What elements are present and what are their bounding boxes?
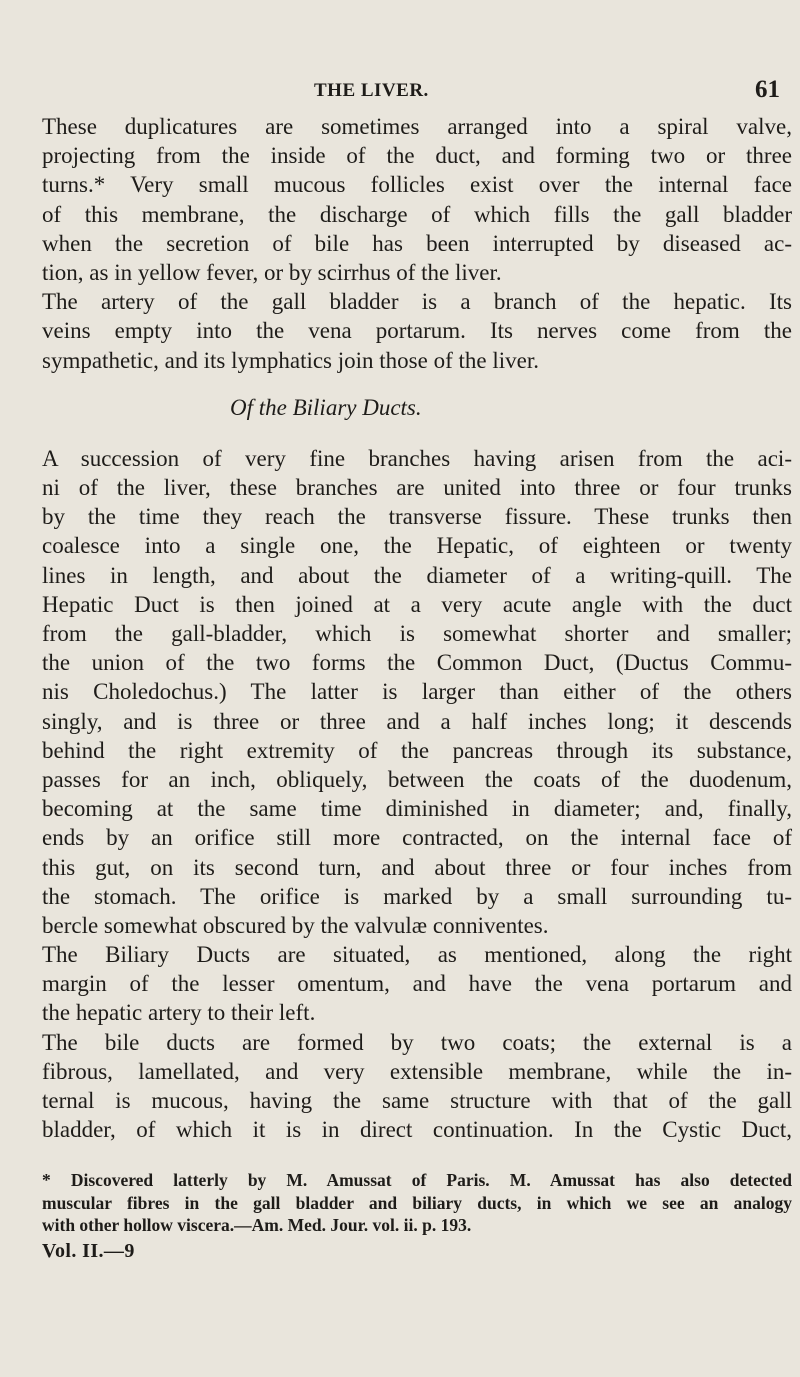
- text-line: from the gall-bladder, which is somewhat shorter and smaller;: [42, 621, 792, 646]
- text-line: when the secretion of bile has been interrupted by diseased ac-: [42, 230, 792, 256]
- text-line: the hepatic artery to their left.: [42, 1000, 316, 1026]
- text-line: the stomach. The orifice is marked by a small surrounding tu-: [42, 883, 792, 909]
- text-line: of this membrane, the discharge of which fills the gall bladder: [42, 201, 792, 227]
- text-line: coalesce into a single one, the Hepatic, of eighteen or twenty: [42, 533, 792, 559]
- page-number: 61: [755, 76, 780, 103]
- text-line: bercle somewhat obscured by the valvulæ conniventes.: [42, 912, 549, 938]
- running-title: THE LIVER.: [314, 80, 429, 101]
- text-line: by the time they reach the transverse fissure. These trunks then: [42, 504, 792, 530]
- text-line: sympathetic, and its lymphatics join those of the liver.: [42, 347, 539, 373]
- text-line: tion, as in yellow fever, or by scirrhus of the liver.: [42, 259, 502, 285]
- section-heading: Of the Biliary Ducts.: [230, 394, 422, 420]
- text-line: behind the right extremity of the pancreas through its substance,: [42, 737, 792, 763]
- paragraph-coats: [42, 1028, 792, 1145]
- text-line: nis Choledochus.) The latter is larger than either of the others: [42, 679, 792, 705]
- footnote-line: muscular fibres in the gall bladder and biliary ducts, in which we see an analogy: [42, 1192, 792, 1213]
- text-line: veins empty into the vena portarum. Its nerves come from the: [42, 318, 792, 344]
- signature-mark: Vol. II.—9: [42, 1239, 135, 1262]
- text-line: The Biliary Ducts are situated, as mentioned, along the right: [42, 942, 792, 968]
- text-line: ternal is mucous, having the same structure with that of the gall: [42, 1088, 792, 1113]
- text-line: the union of the two forms the Common Duct, (Ductus Commu-: [42, 650, 792, 676]
- text-line: this gut, on its second turn, and about three or four inches from: [42, 854, 792, 880]
- paragraph-biliary-ducts: [42, 444, 792, 940]
- text-line: passes for an inch, obliquely, between the coats of the duodenum,: [42, 766, 792, 792]
- text-line: turns.* Very small mucous follicles exist over the internal face: [42, 172, 792, 198]
- footnote: [42, 1169, 792, 1263]
- text-line: margin of the lesser omentum, and have the vena portarum and: [42, 971, 792, 997]
- text-line: projecting from the inside of the duct, and forming two or three: [42, 143, 792, 169]
- footnote-line: * Discovered latterly by M. Amussat of Paris. M. Amussat has also detected: [42, 1170, 792, 1190]
- paragraph-spiral-valve: [42, 112, 792, 287]
- footnote-line: with other hollow viscera.—Am. Med. Jour. vol. ii. p. 193.: [42, 1215, 472, 1235]
- text-line: becoming at the same time diminished in diameter; and, finally,: [42, 796, 792, 822]
- paragraph-artery: [42, 287, 792, 375]
- text-line: The bile ducts are formed by two coats; the external is a: [42, 1029, 792, 1055]
- text-line: singly, and is three or three and a half inches long; it descends: [42, 708, 792, 734]
- text-line: lines in length, and about the diameter of a writing-quill. The: [42, 562, 792, 588]
- text-line: ends by an orifice still more contracted, on the internal face of: [42, 825, 792, 851]
- text-line: The artery of the gall bladder is a branch of the hepatic. Its: [42, 289, 792, 315]
- body-text: [42, 112, 792, 1144]
- text-line: Hepatic Duct is then joined at a very acute angle with the duct: [42, 591, 792, 617]
- running-head: [0, 76, 800, 106]
- text-line: These duplicatures are sometimes arranged into a spiral valve,: [42, 114, 792, 139]
- text-line: ni of the liver, these branches are united into three or four trunks: [42, 475, 792, 501]
- text-line: A succession of very fine branches having arisen from the aci-: [42, 445, 792, 471]
- paragraph-situation: [42, 940, 792, 1028]
- text-line: fibrous, lamellated, and very extensible membrane, while the in-: [42, 1058, 792, 1084]
- text-line: bladder, of which it is in direct continuation. In the Cystic Duct,: [42, 1117, 792, 1143]
